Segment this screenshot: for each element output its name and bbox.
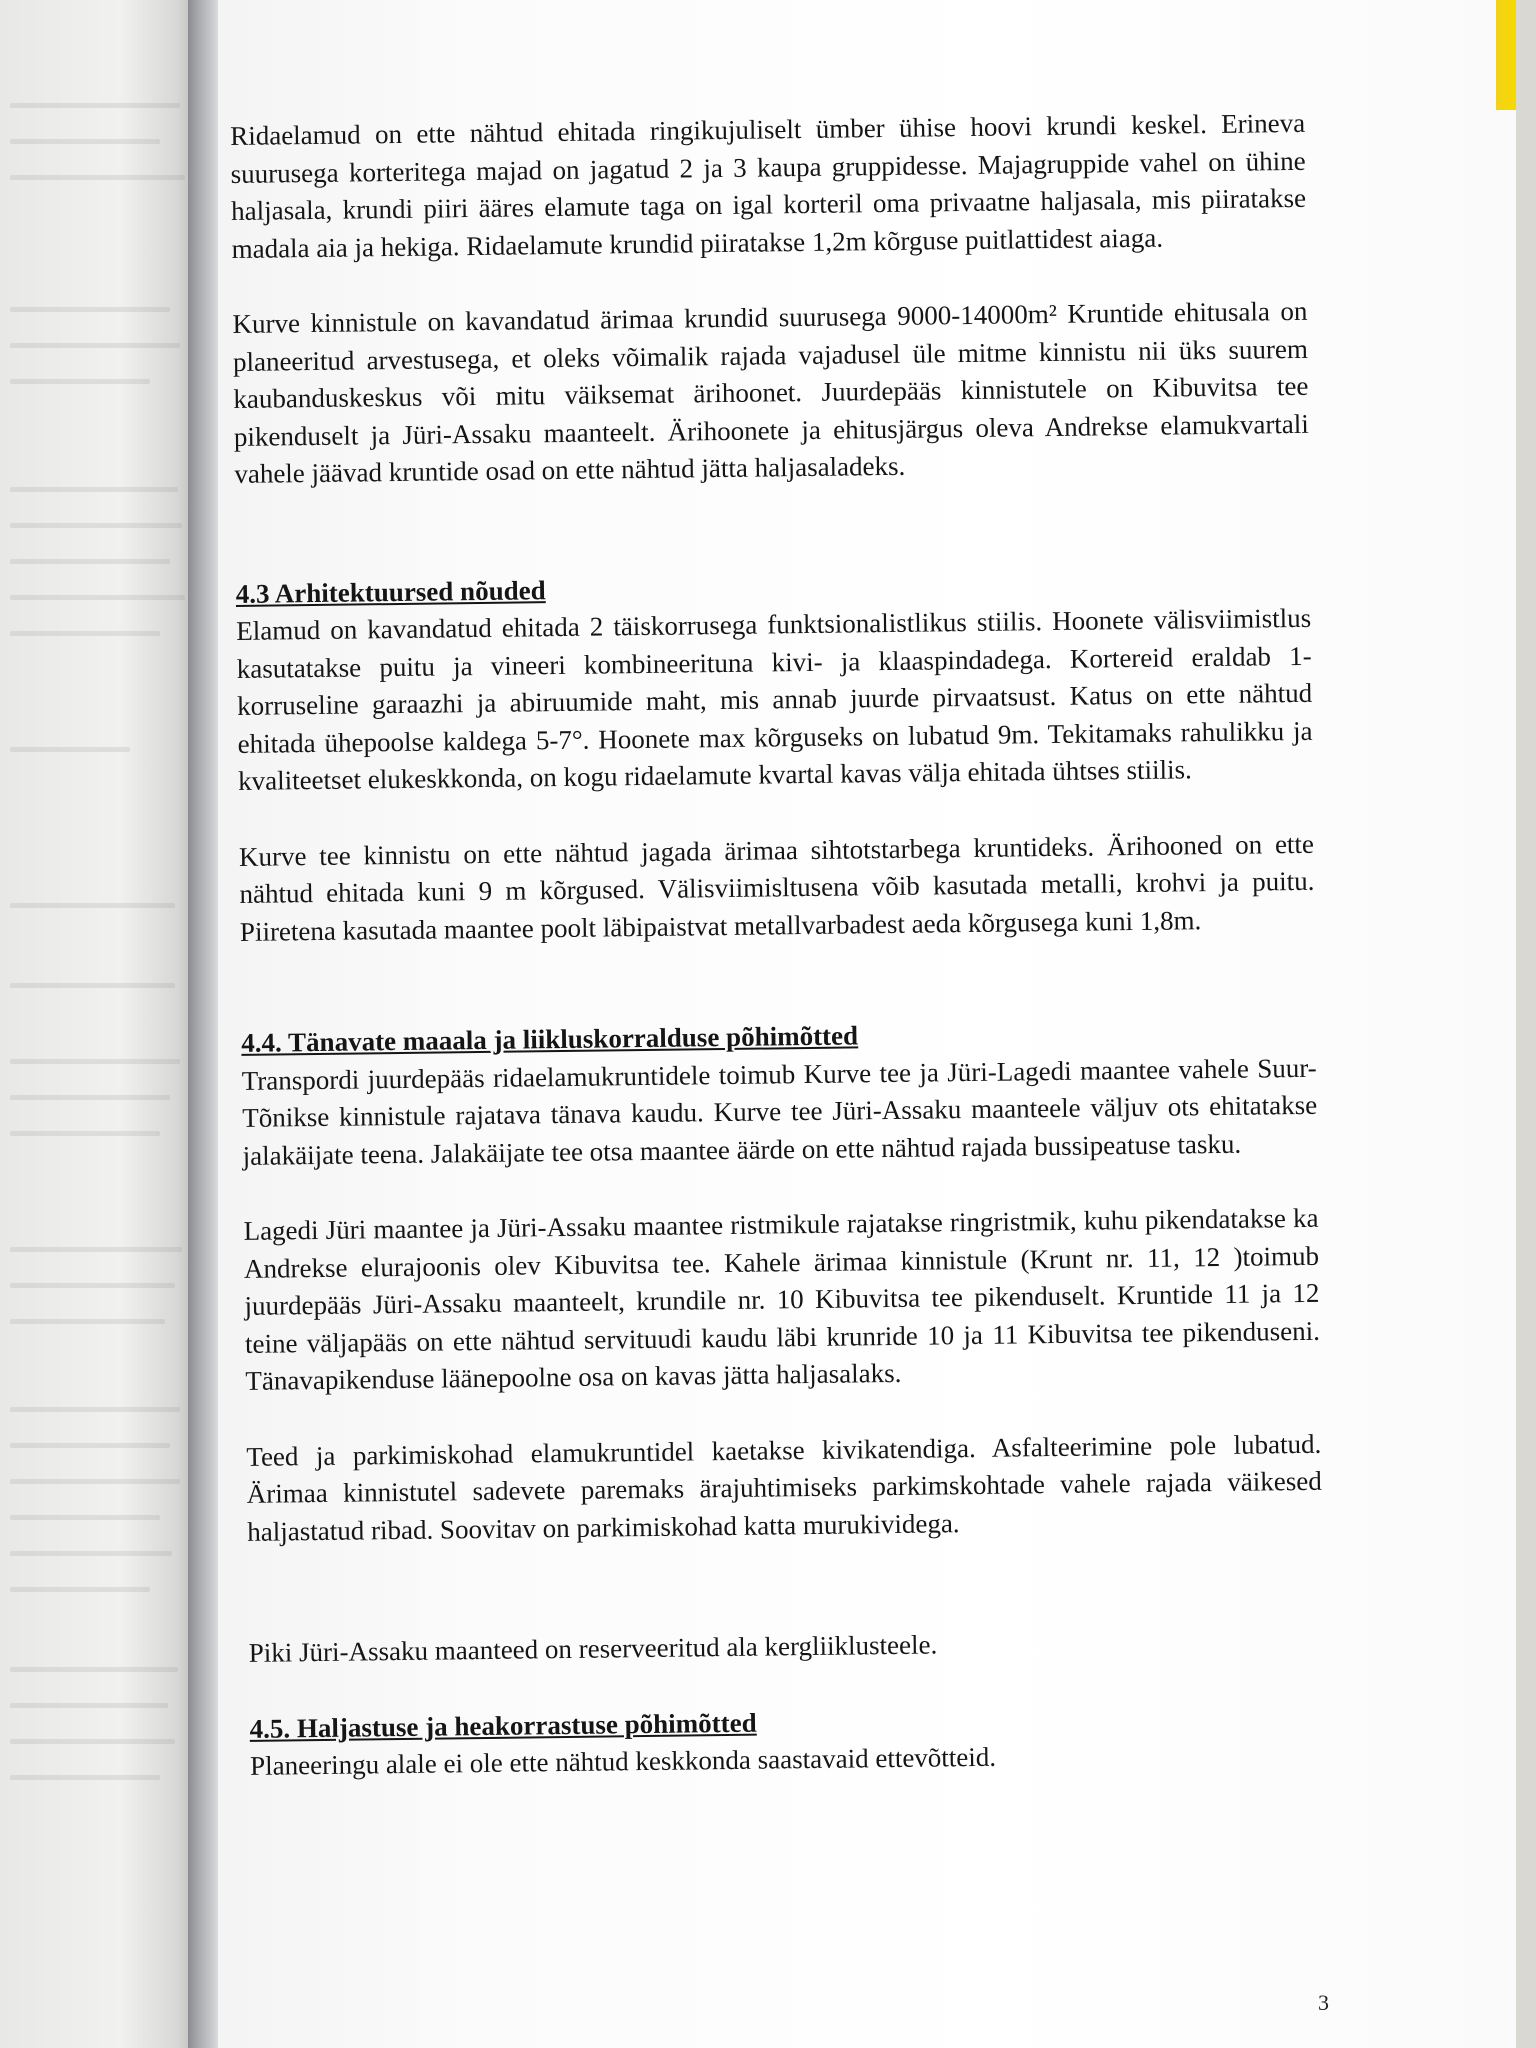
paragraph-4-3-buildings: Elamud on kavandatud ehitada 2 täiskorrusega funktsionalistlikus stiilis. Hoonete välisviimistlus kasutatakse puitu ja vineeri kombineerituna kivi- ja klaaspindadega. Kortereid eraldab 1-korruseline garaazhi ja abiruumide maht, mis annab juurde pirvaatsust. Katus on ette nähtud ehitada ühepoolse kaldega 5-7°. Hoonete max kõrguseks on lubatud 9m. Tekitamaks rahulikku ja kvaliteetset elukeskkonda, on kogu ridaelamute kvartal kavas välja ehitada ühtses stiilis. — [236, 602, 1313, 796]
paragraph-commercial-plots: Kurve kinnistule on kavandatud ärimaa krundid suurusega 9000-14000m² Kruntide ehitusala on planeeritud arvestusega, et oleks võimalik rajada vajadusel üle mitme kinnistu nii üks suurem kaubanduskeskus või mitu väiksemat ärihoonet. Juurdepääs kinnistutele on Kibuvitsa tee pikenduselt ja Jüri-Assaku maanteelt. Ärihoonete ja ehitusjärgus oleva Andrekse elamukvartali vahele jäävad kruntide osad on ette nähtud jätta haljasaladeks. — [232, 295, 1309, 489]
paragraph-4-4-roundabout: Lagedi Jüri maantee ja Jüri-Assaku maantee ristmikule rajatakse ringristmik, kuhu pikendatakse ka Andrekse elurajoonis olev Kibuvitsa tee. Kahele ärimaa kinnistule (Krunt nr. 11, 12 )toimub juurdepääs Jüri-Assaku maanteelt, krundile nr. 10 Kibuvitsa tee pikenduselt. Kruntide 11 ja 12 teine väljapääs on ette nähtud servituudi kaudu läbi krunride 10 ja 11 Kibuvitsa tee pikenduseni. Tänavapikenduse läänepoolne osa on kavas jätta haljasalaks. — [243, 1202, 1321, 1396]
ghost-text-line — [0, 1088, 200, 1108]
paragraph-4-5: Planeeringu alale ei ole ette nähtud keskkonda saastavaid ettevõtteid. — [249, 1741, 997, 1781]
ghost-text-line — [0, 96, 200, 116]
ghost-text-line — [0, 300, 200, 320]
ghost-text-line — [0, 1276, 200, 1296]
heading-4-4: 4.4. Tänavate maaala ja liikluskorralduse põhimõtted — [241, 1020, 859, 1058]
yellow-page-edge — [1496, 0, 1516, 110]
ghost-text-line — [0, 1436, 200, 1456]
heading-4-5: 4.5. Haljastuse ja heakorrastuse põhimõtted — [249, 1707, 757, 1744]
ghost-text-line — [0, 1732, 200, 1752]
paragraph-4-3-commercial: Kurve tee kinnistu on ette nähtud jagada ärimaa sihtotstarbega kruntideks. Ärihooned on ette nähtud ehitada kuni 9 m kõrgused. Välisviimisltusena võib kasutada metalli, krohvi ja puitu. Piiretena kasutada maantee poolt läbipaistvat metallvarbadest aeda kõrgusega kuni 1,8m. — [238, 828, 1315, 947]
ghost-text-line — [0, 896, 200, 916]
ghost-text-line — [0, 1768, 200, 1788]
ghost-text-line — [0, 740, 200, 760]
page-number: 3 — [1318, 1990, 1329, 2015]
ghost-text-line — [0, 1580, 200, 1600]
heading-4-3: 4.3 Arhitektuursed nõuded — [235, 574, 546, 609]
paragraph-4-4-cycle-path: Piki Jüri-Assaku maanteed on reserveeritud ala kergliiklusteele. — [248, 1629, 938, 1668]
ghost-text-line — [0, 1240, 200, 1260]
ghost-text-line — [0, 552, 200, 572]
ghost-text-line — [0, 1124, 200, 1144]
ghost-text-line — [0, 976, 200, 996]
ghost-text-line — [0, 1400, 200, 1420]
ghost-text-line — [0, 1472, 200, 1492]
book-spine — [188, 0, 222, 2048]
ghost-text-line — [0, 516, 200, 536]
ghost-text-line — [0, 372, 200, 392]
facing-page — [0, 0, 200, 2048]
ghost-text-line — [0, 1696, 200, 1716]
ghost-text-line — [0, 336, 200, 356]
ghost-text-line — [0, 624, 200, 644]
document-text — [230, 105, 1325, 1786]
ghost-text-line — [0, 1660, 200, 1680]
paragraph-rowhouses: Ridaelamud on ette nähtud ehitada ringikujuliselt ümber ühise hoovi krundi keskel. Erineva suurusega korteritega majad on jagatud 2 ja 3 kaupa gruppidesse. Majagruppide vahel on ühine haljasala, krundi piiri ääres elamute taga on igal korteril oma privaatne haljasala, mis piiratakse madala aia ja hekiga. Ridaelamute krundid piiratakse 1,2m kõrguse puitlattidest aiaga. — [230, 107, 1307, 264]
ghost-text-line — [0, 1052, 200, 1072]
ghost-text-line — [0, 168, 200, 188]
ghost-text-line — [0, 1312, 200, 1332]
ghost-text-line — [0, 1544, 200, 1564]
ghost-text-line — [0, 132, 200, 152]
ghost-text-line — [0, 1508, 200, 1528]
ghost-text-line — [0, 588, 200, 608]
paragraph-4-4-access: Transpordi juurdepääs ridaelamukruntidele toimub Kurve tee ja Jüri-Lagedi maantee vahele Suur-Tõnikse kinnistule rajatava tänava kaudu. Kurve tee Jüri-Assaku maanteele väljuv ots ehitatakse jalakäijate teena. Jalakäijate tee otsa maantee äärde on ette nähtud rajada bussipeatuse tasku. — [241, 1052, 1318, 1171]
paragraph-4-4-paving: Teed ja parkimiskohad elamukruntidel kaetakse kivikatendiga. Asfalteerimine pole lubatud. Ärimaa kinnistutel sadevete paremaks ärajuhtimiseks parkimskohtade vahele rajada väikesed haljastatud ribad. Soovitav on parkimiskohad katta murukividega. — [246, 1428, 1322, 1547]
ghost-text-line — [0, 480, 200, 500]
